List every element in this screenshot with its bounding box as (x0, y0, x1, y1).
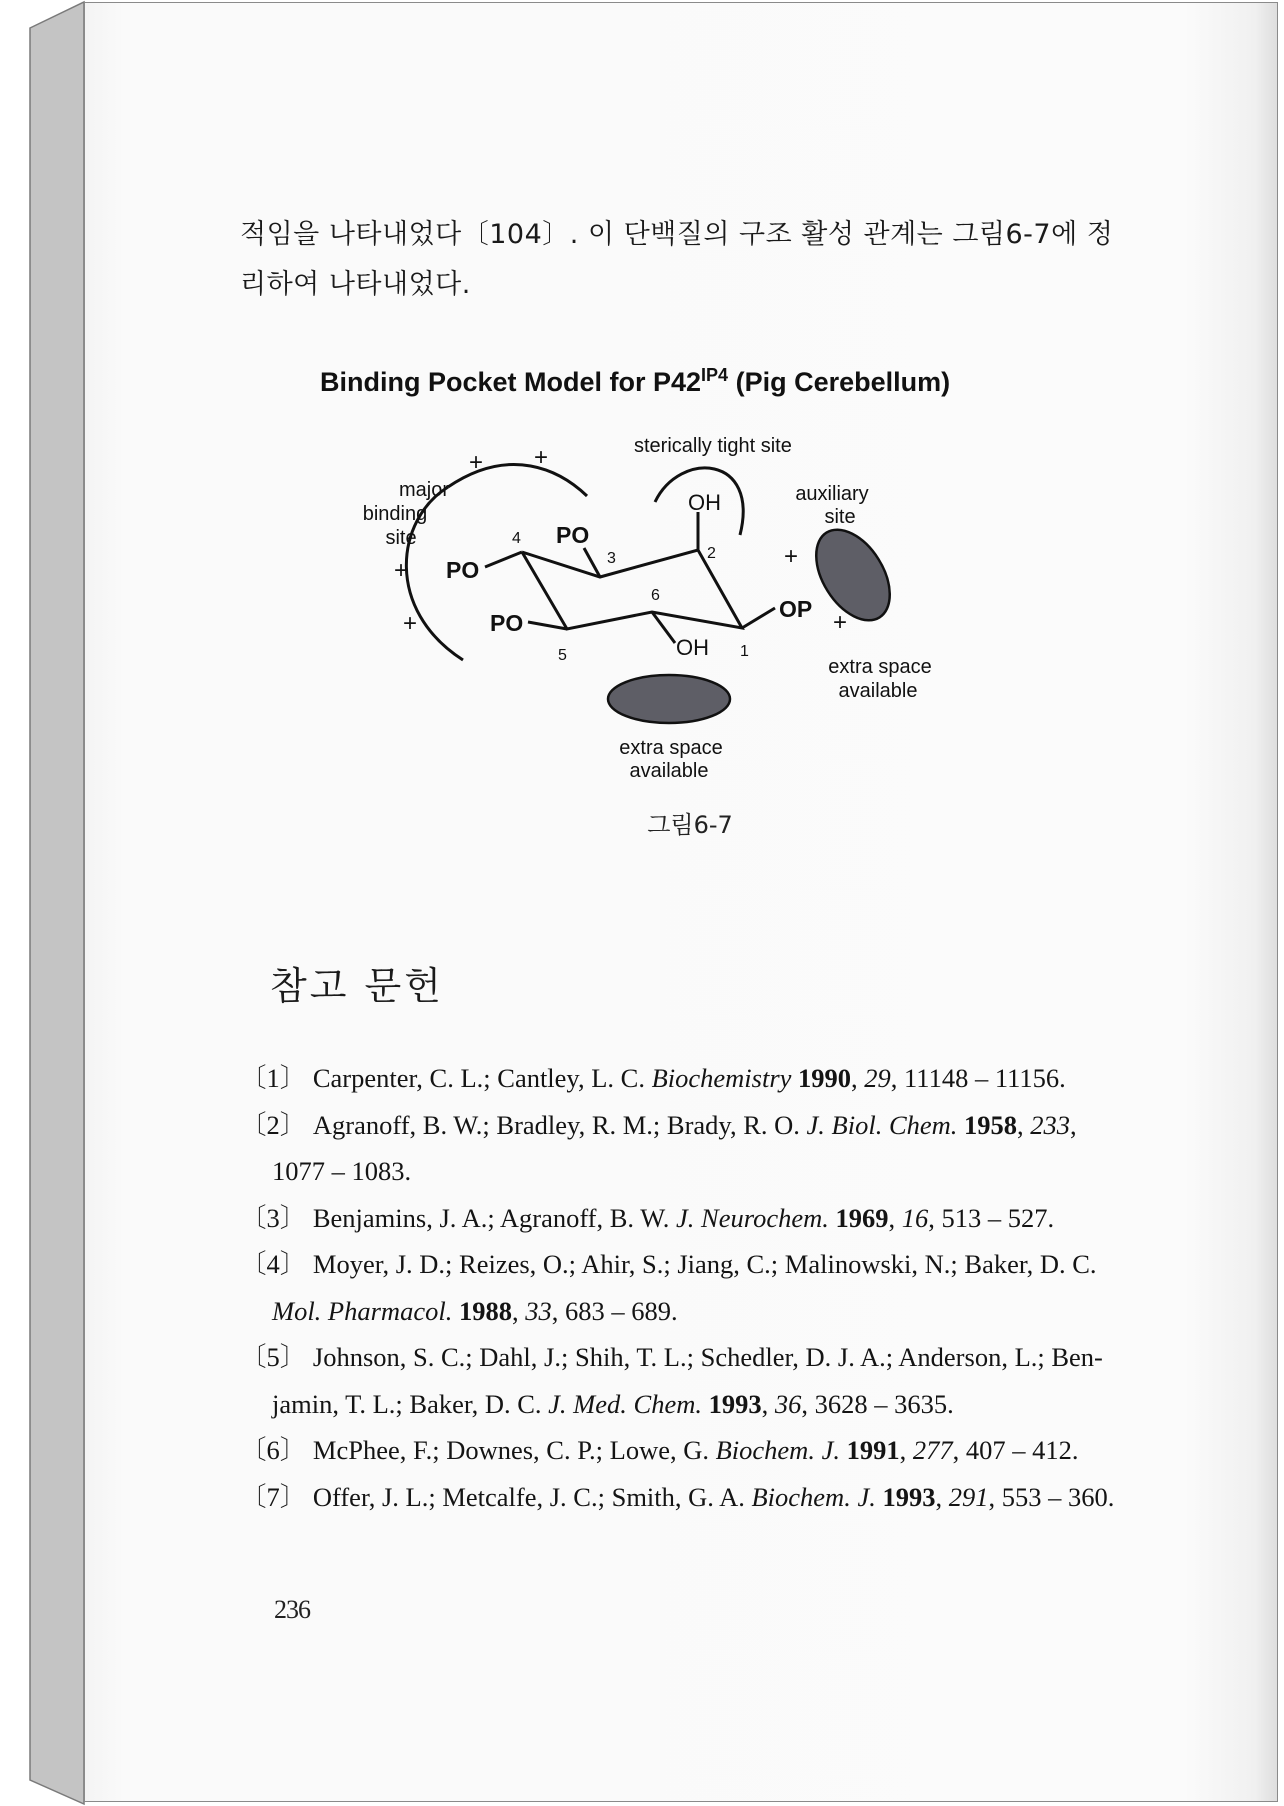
svg-text:site: site (824, 506, 856, 528)
svg-text:+: + (833, 609, 848, 636)
auxiliary-site-ellipse (801, 517, 905, 634)
svg-text:PO: PO (556, 522, 590, 548)
svg-text:3: 3 (607, 550, 616, 567)
svg-text:binding: binding (362, 503, 428, 525)
reference-item: 〔1〕 Carpenter, C. L.; Cantley, L. C. Biochemistry 1990, 29, 11148 – 11156. (240, 1063, 1066, 1093)
reference-item: 〔5〕 Johnson, S. C.; Dahl, J.; Shih, T. L.; Schedler, D. J. A.; Anderson, L.; Ben- jamin, T. L.; Baker, D. C. J. Med. Chem. 1993, 36, 3628 – 3635. (240, 1342, 1103, 1419)
svg-text:1: 1 (740, 643, 749, 660)
svg-text:+: + (403, 610, 418, 637)
figure-caption: 그림6-7 (647, 811, 733, 839)
paragraph-line-1: 적임을 나타내었다〔104〕. 이 단백질의 구조 활성 관계는 그림6-7에 정 (240, 219, 1114, 250)
reference-list (240, 1055, 1140, 1520)
reference-item: 〔4〕 Moyer, J. D.; Reizes, O.; Ahir, S.; Jiang, C.; Malinowski, N.; Baker, D. C. Mol. Pharmacol. 1988, 33, 683 – 689. (240, 1249, 1097, 1326)
svg-text:major: major (398, 479, 450, 501)
svg-text:available: available (629, 760, 709, 782)
svg-text:available: available (838, 680, 918, 702)
svg-text:extra space: extra space (619, 737, 723, 759)
svg-text:OH: OH (688, 490, 721, 515)
svg-text:auxiliary: auxiliary (795, 483, 869, 505)
svg-text:+: + (394, 557, 409, 584)
sterically-tight-label: sterically tight site (634, 435, 792, 457)
svg-text:6: 6 (651, 587, 660, 604)
svg-text:OH: OH (676, 635, 709, 660)
page-number: 236 (274, 1595, 310, 1624)
svg-text:extra space: extra space (828, 656, 932, 678)
paragraph-line-2: 리하여 나타내었다. (240, 269, 471, 300)
reference-item: 〔2〕 Agranoff, B. W.; Bradley, R. M.; Brady, R. O. J. Biol. Chem. 1958, 233, 1077 – 1083. (240, 1109, 1077, 1186)
svg-text:4: 4 (512, 530, 521, 547)
binding-pocket-diagram (300, 360, 1020, 840)
extra-space-ellipse (608, 675, 730, 723)
svg-text:2: 2 (707, 545, 716, 562)
figure-title: Binding Pocket Model for $P42^{IP4}$ (Pig Cerebellum) (320, 365, 951, 397)
svg-text:OP: OP (779, 596, 813, 622)
svg-text:PO: PO (446, 557, 480, 583)
reference-item: 〔3〕 Benjamins, J. A.; Agranoff, B. W. J. Neurochem. 1969, 16, 513 – 527. (240, 1202, 1055, 1233)
references-heading: 참고 문헌 (270, 964, 444, 1008)
svg-text:site: site (385, 527, 417, 549)
svg-text:5: 5 (558, 647, 567, 664)
reference-item: 〔7〕 Offer, J. L.; Metcalfe, J. C.; Smith, G. A. Biochem. J. 1993, 291, 553 – 360. (240, 1481, 1115, 1512)
svg-text:+: + (469, 449, 484, 476)
svg-text:+: + (534, 444, 549, 471)
svg-text:+: + (784, 543, 799, 570)
reference-item: 〔6〕 McPhee, F.; Downes, C. P.; Lowe, G. Biochem. J. 1991, 277, 407 – 412. (240, 1435, 1079, 1465)
svg-text:PO: PO (490, 610, 524, 636)
